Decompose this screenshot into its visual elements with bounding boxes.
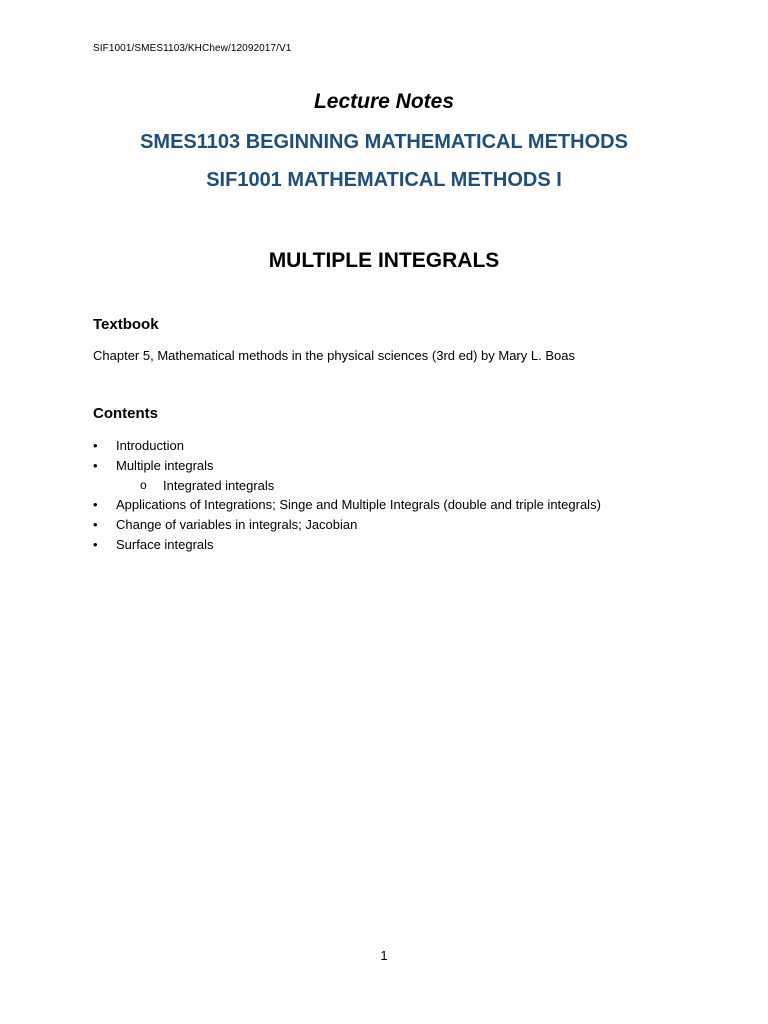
- course-title-sif1001: SIF1001 MATHEMATICAL METHODS I: [206, 169, 562, 191]
- bullet-icon: •: [93, 438, 98, 453]
- contents-item-change-of-variables: Change of variables in integrals; Jacobian: [116, 517, 358, 533]
- sub-bullet-icon: o: [140, 477, 147, 492]
- document-type-title: Lecture Notes: [313, 90, 455, 113]
- topic-title: MULTIPLE INTEGRALS: [268, 249, 500, 272]
- contents-item-surface-integrals: Surface integrals: [116, 536, 214, 552]
- list-item: [93, 436, 713, 456]
- contents-heading: Contents: [93, 405, 158, 422]
- page-number: 1: [380, 948, 388, 963]
- contents-list: [93, 436, 713, 555]
- bullet-icon: •: [93, 457, 98, 473]
- list-item: [93, 456, 713, 476]
- list-item: [93, 495, 713, 515]
- bullet-icon: •: [93, 497, 98, 513]
- list-item: [93, 476, 713, 496]
- textbook-heading: Textbook: [93, 316, 159, 333]
- bullet-icon: •: [93, 517, 98, 533]
- document-header-code: SIF1001/SMES1103/KHChew/12092017/V1: [93, 43, 292, 54]
- contents-item-multiple-integrals: Multiple integrals: [116, 457, 214, 473]
- contents-subitem-integrated-integrals: Integrated integrals: [163, 477, 275, 493]
- bullet-icon: •: [93, 536, 98, 552]
- contents-item-applications: Applications of Integrations; Singe and Multiple Integrals (double and triple integrals): [116, 497, 601, 513]
- list-item: [93, 515, 713, 535]
- textbook-reference: Chapter 5, Mathematical methods in the physical sciences (3rd ed) by Mary L. Boas: [93, 348, 575, 363]
- course-title-smes1103: SMES1103 BEGINNING MATHEMATICAL METHODS: [140, 131, 628, 153]
- contents-item-introduction: Introduction: [116, 438, 184, 453]
- list-item: [93, 535, 713, 555]
